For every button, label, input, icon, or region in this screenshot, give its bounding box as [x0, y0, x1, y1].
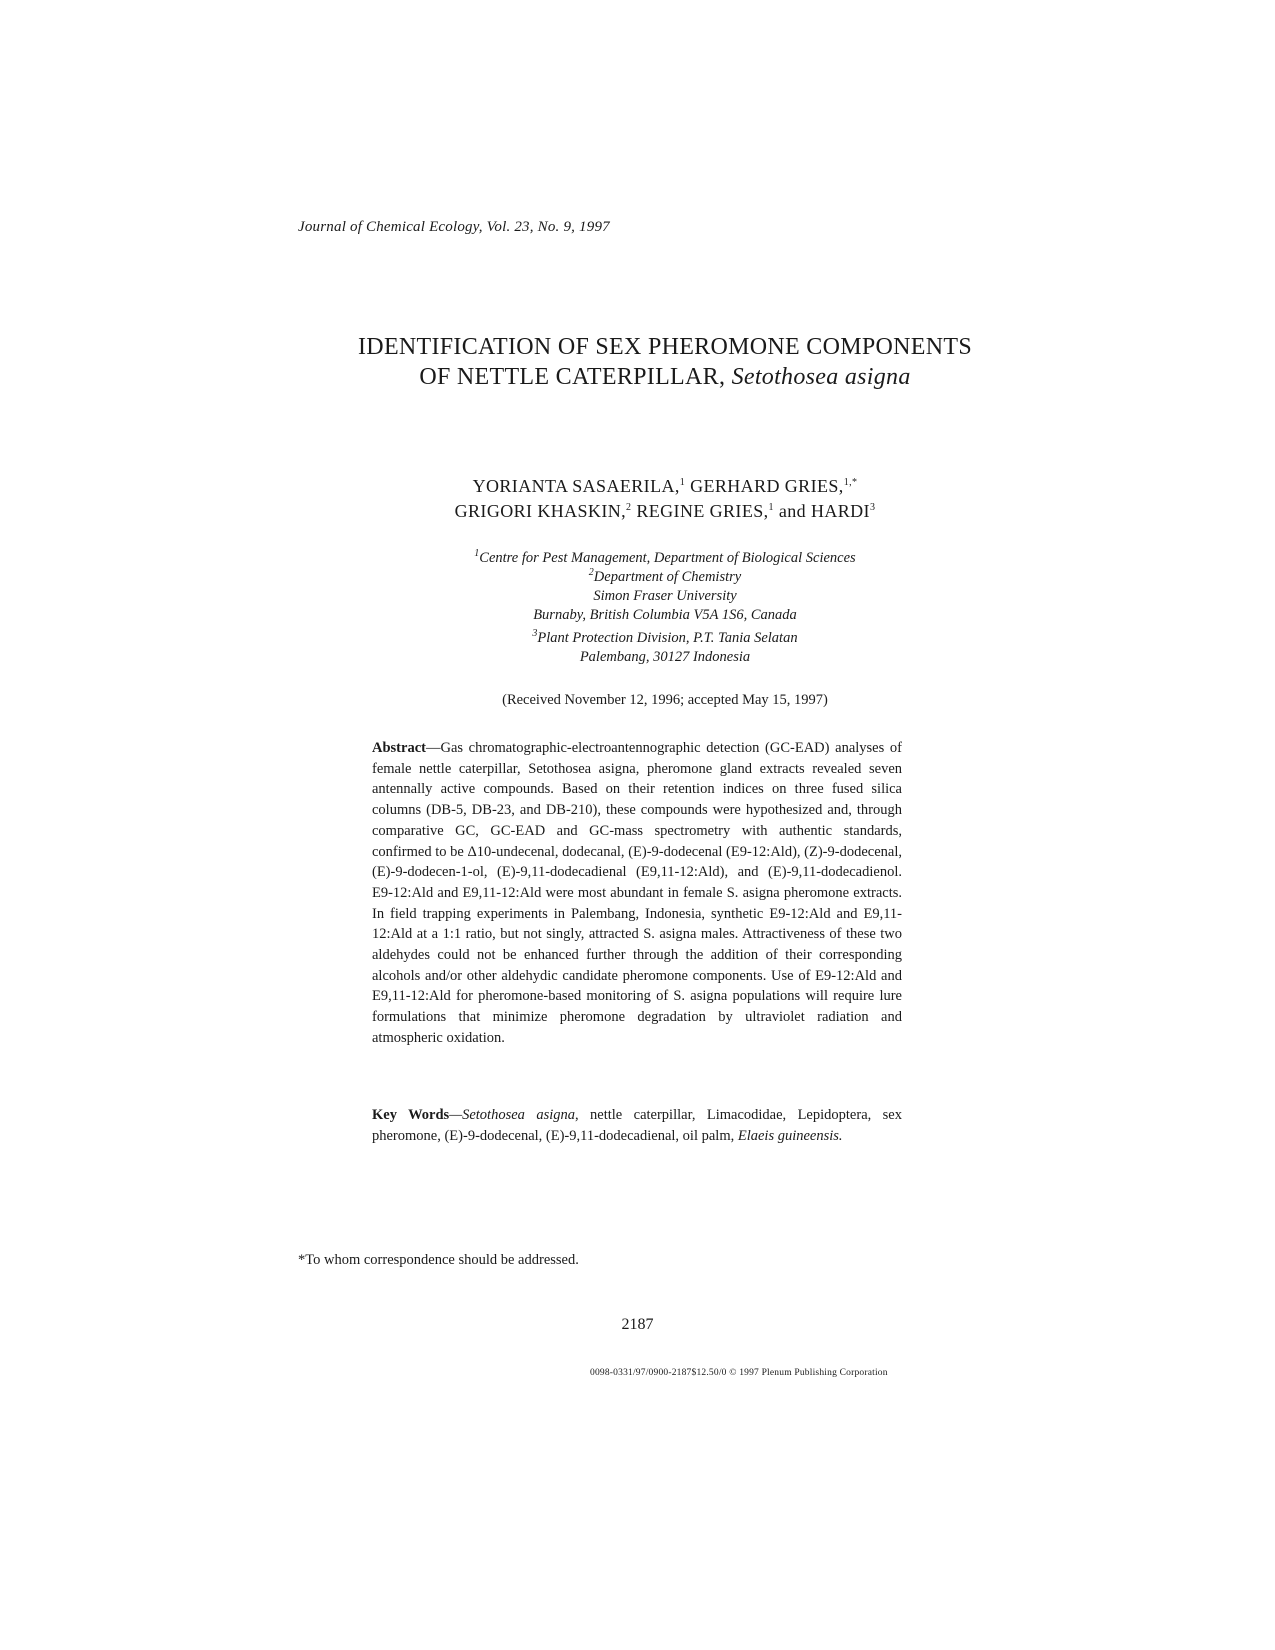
- affiliation-text: Centre for Pest Management, Department of Biological Sciences: [479, 550, 856, 566]
- keywords-elaeis: Elaeis guineensis.: [737, 1127, 843, 1144]
- author-name: and HARDI: [778, 501, 870, 521]
- affiliation-line: Burnaby, British Columbia V5A 1S6, Canada: [533, 607, 797, 623]
- abstract: [372, 738, 902, 1049]
- affiliation-line: Palembang, 30127 Indonesia: [579, 649, 751, 665]
- author-affiliation-mark: 1: [679, 477, 686, 488]
- article-title: [230, 332, 1100, 392]
- author-line-2: [230, 499, 1100, 524]
- affiliation-line: [230, 568, 1100, 587]
- title-species: Setothosea asigna: [731, 364, 911, 390]
- affiliation-line: Simon Fraser University: [593, 588, 737, 604]
- affiliation-mark: 2: [588, 567, 594, 579]
- keywords-heading: Key Words: [372, 1107, 450, 1123]
- journal-citation: Journal of Chemical Ecology, Vol. 23, No. 9, 1997: [298, 219, 610, 235]
- affiliation-text: Department of Chemistry: [593, 569, 742, 585]
- title-line-2: [230, 362, 1100, 392]
- affiliation-line: [230, 549, 1100, 568]
- author-name: GERHARD GRIES,: [690, 476, 844, 496]
- keywords: [372, 1105, 902, 1146]
- copyright-line: 0098-0331/97/0900-2187$12.50/0 © 1997 Plenum Publishing Corporation: [590, 1368, 888, 1378]
- author-affiliation-mark: 1,*: [843, 477, 858, 488]
- page-number: 2187: [621, 1316, 654, 1333]
- affiliation-line: [230, 629, 1100, 648]
- abstract-text: —Gas chromatographic-electroantennographic detection (GC-EAD) analyses of female nettle caterpillar, Setothosea asigna, pheromone gland extracts revealed seven antennally active compounds. Based on their retention indices on three fused silica columns (DB-5, DB-23, and DB-210), these compounds were hypothesized and, through comparative GC, GC-EAD and GC-mass spectrometry with authentic standards, confirmed to be Δ10-undecenal, dodecanal, (E)-9-dodecenal (E9-12:Ald), (Z)-9-dodecenal, (E)-9-dodecen-1-ol, (E)-9,11-dodecadienal (E9,11-12:Ald), and (E)-9,11-dodecadienol. E9-12:Ald and E9,11-12:Ald were most abundant in female S. asigna pheromone extracts. In field trapping experiments in Palembang, Indonesia, synthetic E9-12:Ald and E9,11-12:Ald at a 1:1 ratio, but not singly, attracted S. asigna males. Attractiveness of these two aldehydes could not be enhanced further through the addition of their corresponding alcohols and/or other aldehydic candidate pheromone components. Use of E9-12:Ald and E9,11-12:Ald for pheromone-based monitoring of S. asigna populations will require lure formulations that minimize pheromone degradation by ultraviolet radiation and atmospheric oxidation.: [372, 740, 902, 1046]
- author-affiliation-mark: 2: [626, 502, 632, 513]
- title-line-2-prefix: OF NETTLE CATERPILLAR,: [419, 364, 726, 390]
- title-line-1: IDENTIFICATION OF SEX PHEROMONE COMPONENTS: [358, 334, 972, 360]
- keywords-text: , nettle caterpillar, Limacodidae, Lepidoptera, sex pheromone, (E)-9-dodecenal, (E)-9,11-dodecadienal, oil palm,: [372, 1107, 902, 1144]
- correspondence-footnote: *To whom correspondence should be addressed.: [298, 1252, 579, 1268]
- author-name: GRIGORI KHASKIN,: [454, 501, 627, 521]
- author-name: YORIANTA SASAERILA,: [472, 476, 680, 496]
- affiliation-mark: 1: [474, 548, 480, 560]
- author-line-1: [230, 474, 1100, 499]
- affiliation-text: Plant Protection Division, P.T. Tania Selatan: [537, 630, 798, 646]
- received-dates: (Received November 12, 1996; accepted May 15, 1997): [502, 692, 828, 708]
- author-affiliation-mark: 3: [869, 502, 876, 513]
- keywords-species: —Setothosea asigna: [449, 1107, 575, 1123]
- author-name: REGINE GRIES,: [636, 501, 769, 521]
- author-affiliation-mark: 1: [768, 502, 774, 513]
- author-list: [230, 474, 1100, 524]
- affiliation-mark: 3: [532, 628, 538, 640]
- abstract-heading: Abstract: [372, 740, 426, 756]
- affiliations: [230, 549, 1100, 667]
